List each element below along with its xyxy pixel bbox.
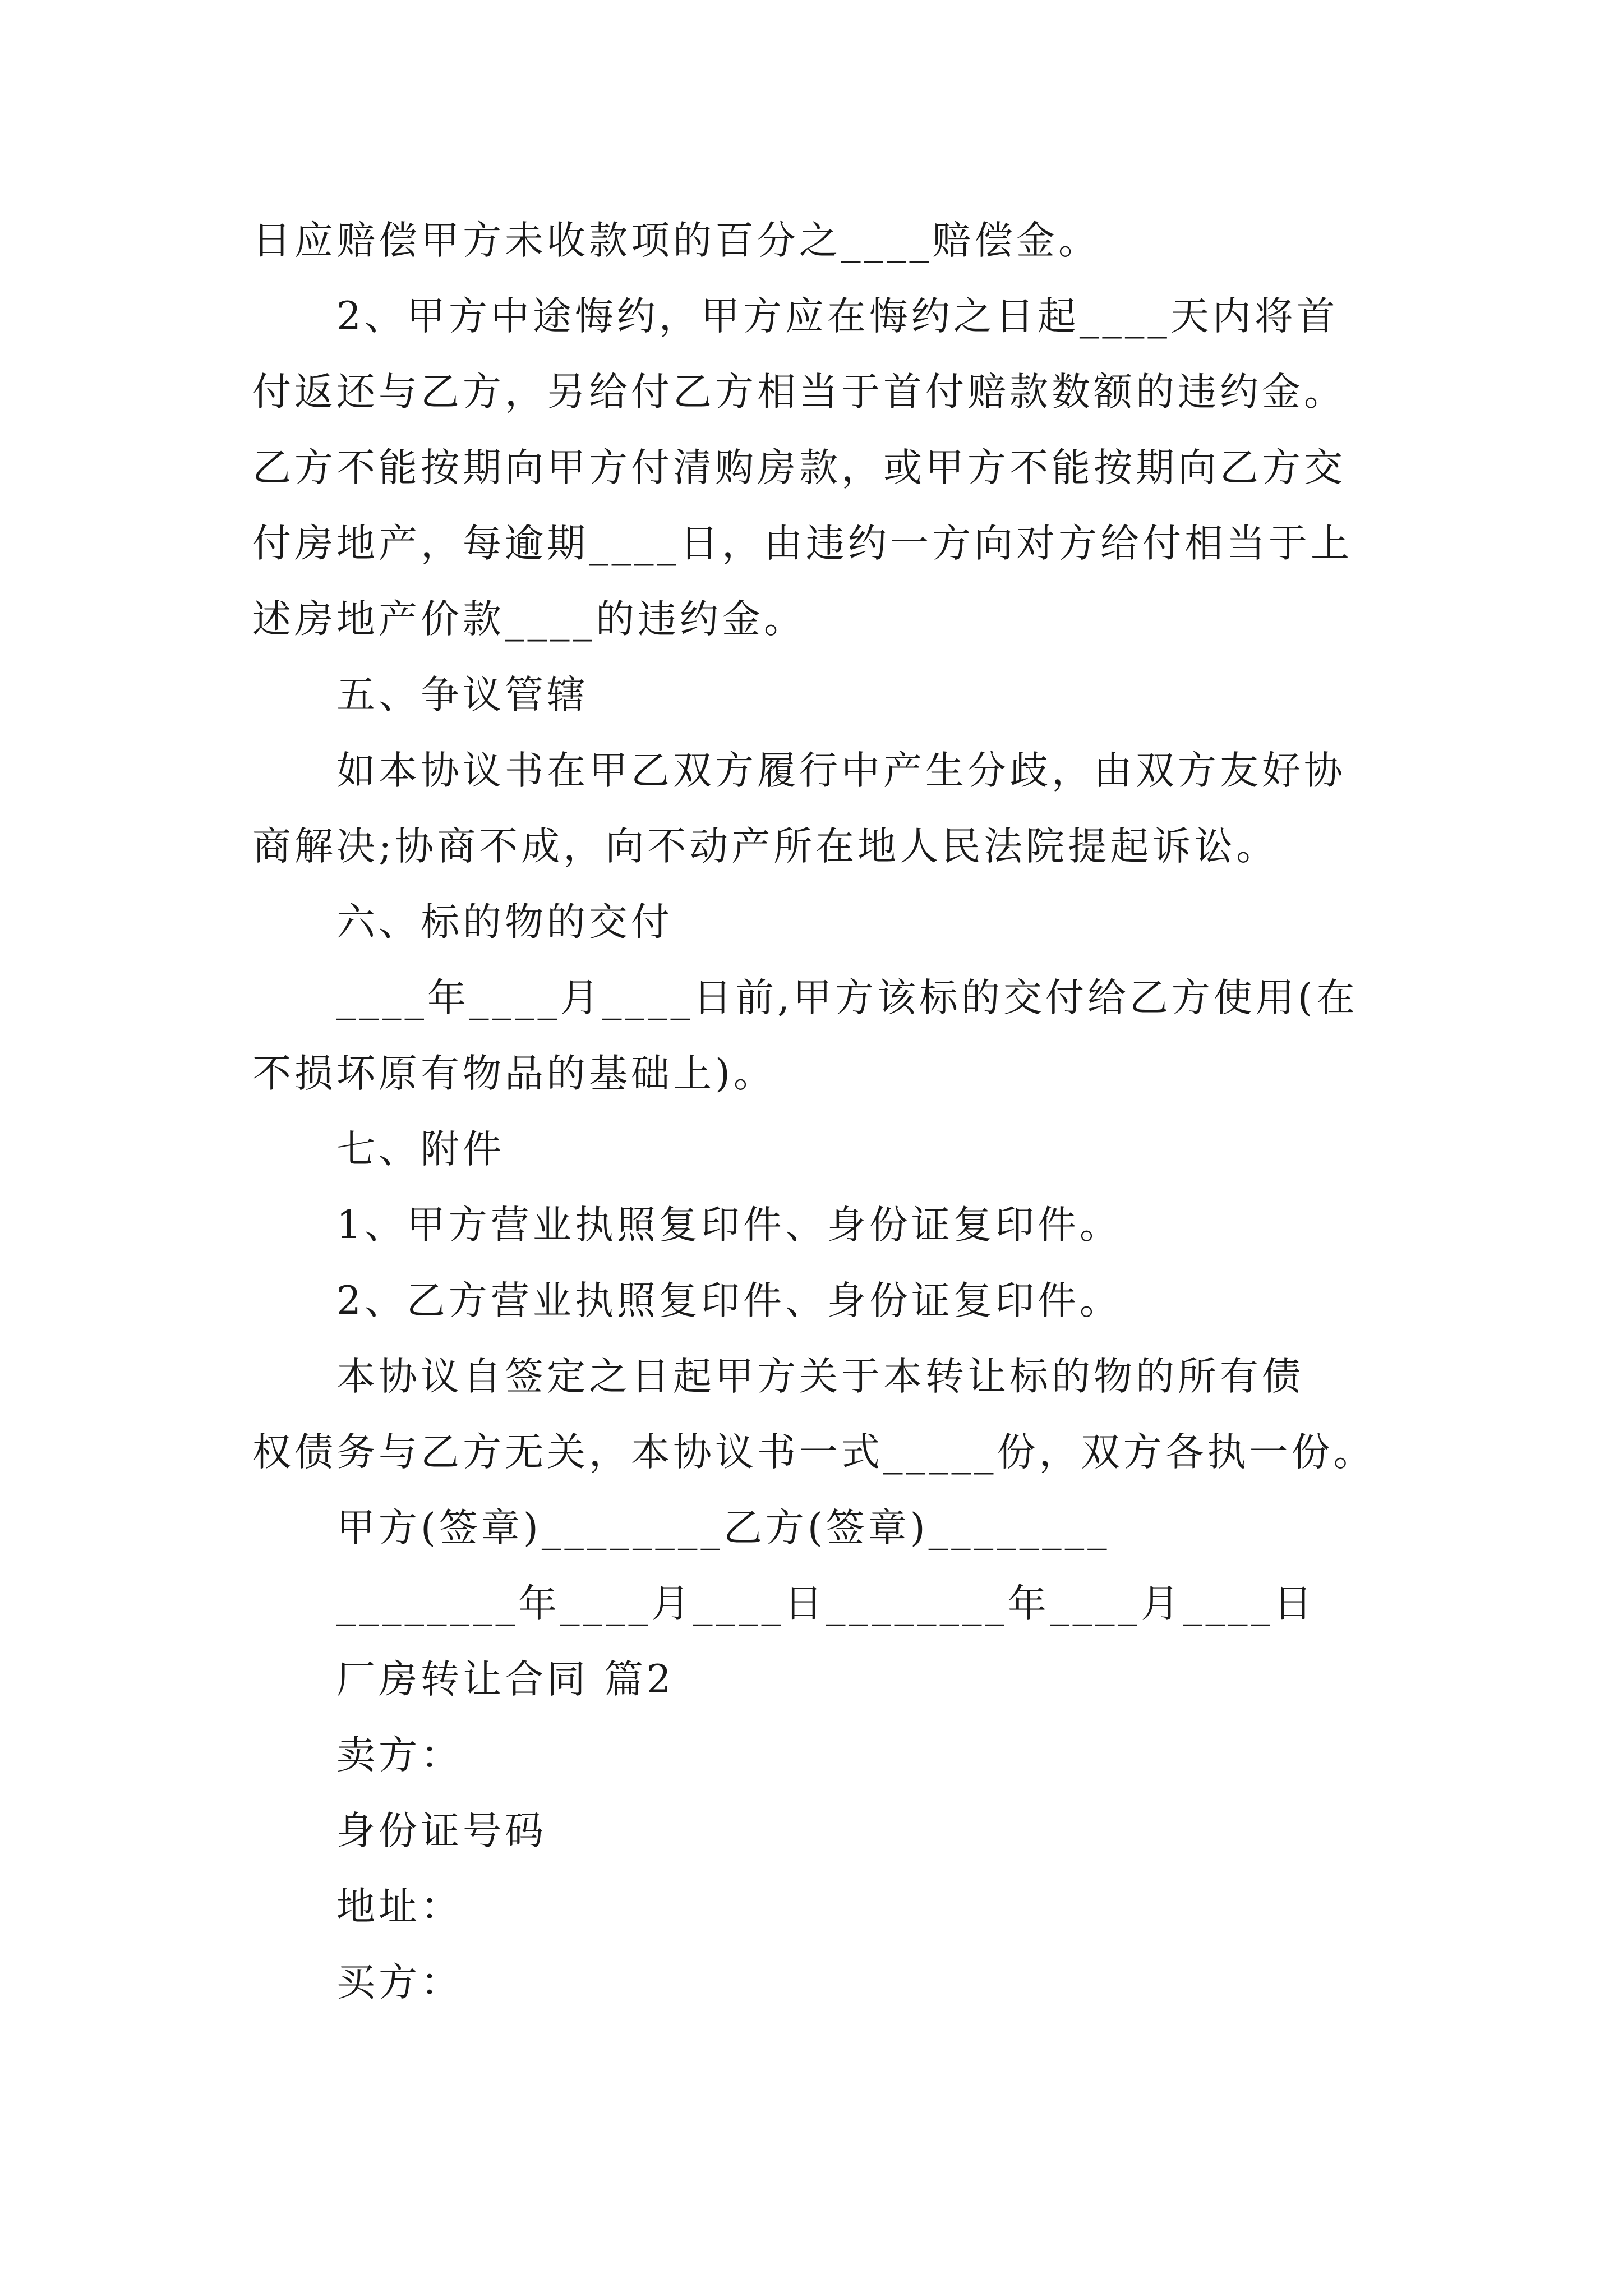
attachment-item-1: 1、甲方营业执照复印件、身份证复印件。 [336, 1203, 1122, 1248]
contract-title: 厂房转让合同 篇2 [336, 1657, 675, 1702]
paragraph-line-17: 权债务与乙方无关，本协议书一式_____份，双方各执一份。 [252, 1430, 1376, 1475]
paragraph-line-11: ____年____月____日前,甲方该标的交付给乙方使用(在 [336, 976, 1358, 1020]
signature-line: 甲方(签章)________乙方(签章)________ [336, 1506, 1110, 1550]
paragraph-line-6: 述房地产价款____的违约金。 [252, 597, 806, 642]
paragraph-line-3: 付返还与乙方，另给付乙方相当于首付赔款数额的违约金。 [252, 370, 1346, 415]
paragraph-line-1: 日应赔偿甲方未收款项的百分之____赔偿金。 [252, 218, 1100, 263]
section-heading-dispute: 五、争议管辖 [336, 673, 589, 717]
paragraph-line-12: 不损坏原有物品的基础上)。 [252, 1051, 776, 1096]
attachment-item-2: 2、乙方营业执照复印件、身份证复印件。 [336, 1278, 1122, 1323]
address-label: 地址： [336, 1884, 463, 1929]
section-heading-delivery: 六、标的物的交付 [336, 900, 673, 945]
buyer-label: 买方： [336, 1960, 463, 2005]
paragraph-line-4: 乙方不能按期向甲方付清购房款，或甲方不能按期向乙方交 [252, 445, 1346, 490]
date-line: ________年____月____日________年____月____日 [336, 1581, 1316, 1626]
section-heading-attachments: 七、附件 [336, 1127, 505, 1172]
paragraph-line-2: 2、甲方中途悔约，甲方应在悔约之日起____天内将首 [336, 294, 1339, 339]
paragraph-line-5: 付房地产，每逾期____日，由违约一方向对方给付相当于上 [252, 521, 1353, 566]
paragraph-line-9: 商解决;协商不成，向不动产所在地人民法院提起诉讼。 [252, 824, 1279, 869]
paragraph-line-16: 本协议自签定之日起甲方关于本转让标的物的所有债 [336, 1354, 1304, 1399]
paragraph-line-8: 如本协议书在甲乙双方履行中产生分歧，由双方友好协 [336, 748, 1346, 793]
seller-label: 卖方： [336, 1733, 463, 1778]
id-number-label: 身份证号码 [336, 1809, 547, 1853]
